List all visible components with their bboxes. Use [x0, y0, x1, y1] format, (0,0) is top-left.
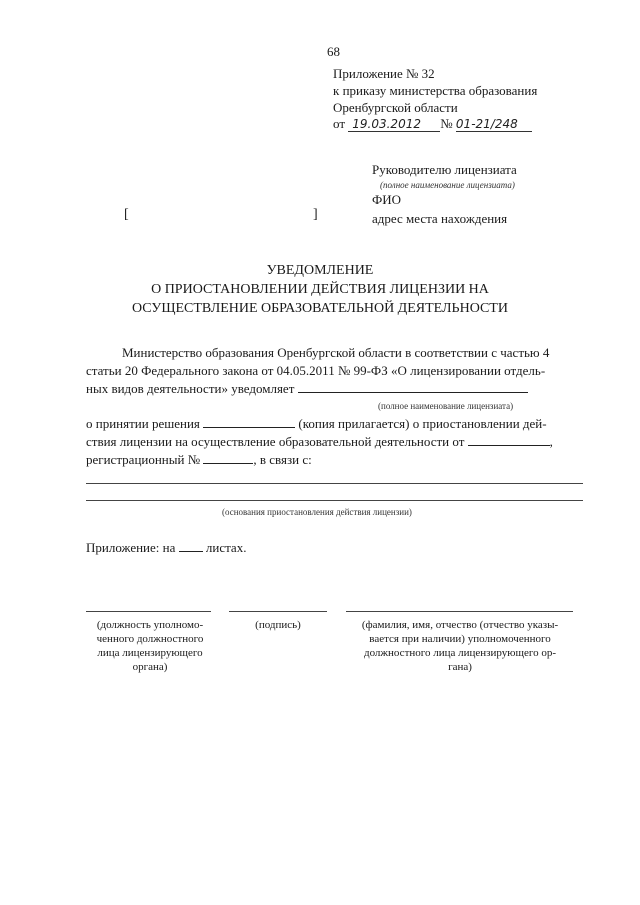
name-caption-line: гана): [448, 661, 472, 673]
attachment-line: [86, 540, 246, 556]
attachment-prefix: Приложение: на: [86, 540, 176, 555]
license-date-blank: [468, 435, 550, 446]
reason-line-1: [86, 483, 583, 484]
position-line: [86, 611, 211, 612]
decision-blank: [203, 417, 295, 428]
page-number: 68: [327, 44, 340, 59]
body-line-6a: регистрационный №: [86, 452, 201, 467]
body-line-3-text: ных видов деятельности» уведомляет: [86, 381, 295, 396]
body-line-2: статьи 20 Федерального закона от 04.05.2011 № 99-ФЗ «О лицензировании отдель-: [86, 363, 546, 378]
name-line: [346, 611, 573, 612]
attachment-pages-blank: [179, 541, 203, 552]
reason-line-2: [86, 500, 583, 501]
name-caption-line: (фамилия, имя, отчество (отчество указы-: [361, 619, 559, 631]
position-caption-line: лица лицензирующего: [97, 647, 203, 659]
reason-hint: (основания приостановления действия лицензии): [222, 507, 412, 517]
body-line-4a: о принятии решения: [86, 416, 200, 431]
recipient-head-hint: (полное наименование лицензиата): [380, 180, 515, 190]
signature-caption: (подпись): [255, 619, 301, 631]
appendix-date-handwritten: 19.03.2012: [348, 117, 440, 132]
title-line-2: О ПРИОСТАНОВЛЕНИИ ДЕЙСТВИЯ ЛИЦЕНЗИИ НА: [151, 282, 489, 297]
registration-number-blank: [203, 453, 253, 464]
appendix-number-handwritten: 01-21/248: [456, 117, 532, 132]
appendix-line-1: Приложение № 32: [333, 66, 435, 81]
appendix-number-prefix: №: [440, 116, 453, 131]
body-line-4b: (копия прилагается) о приостановлении дей-: [298, 416, 547, 431]
body-line-1: Министерство образования Оренбургской области в соответствии с частью 4: [122, 345, 550, 360]
body-line-4: [86, 416, 547, 432]
name-caption: [344, 618, 576, 674]
recipient-head: Руководителю лицензиата: [372, 162, 517, 177]
body-line-5: [86, 434, 553, 450]
position-caption-line: ченного должностного: [96, 633, 204, 645]
body-line-5-end: ,: [549, 434, 553, 449]
body-line-6b: , в связи с:: [253, 452, 312, 467]
appendix-line-2: к приказу министерства образования: [333, 83, 538, 98]
appendix-line-3: Оренбургской области: [333, 100, 458, 115]
recipient-fio: ФИО: [372, 192, 402, 207]
body-line-3: [86, 381, 528, 397]
position-caption-line: (должность уполномо-: [96, 619, 204, 631]
name-caption-line: должностного лица лицензирующего ор-: [363, 647, 556, 659]
recipient-address: адрес места нахождения: [372, 211, 508, 226]
title-line-3: ОСУЩЕСТВЛЕНИЕ ОБРАЗОВАТЕЛЬНОЙ ДЕЯТЕЛЬНОСТИ: [132, 301, 508, 316]
signature-line: [229, 611, 327, 612]
appendix-date-line: [333, 116, 532, 132]
body-line-5-text: ствия лицензии на осуществление образовательной деятельности от: [86, 434, 465, 449]
position-caption-line: органа): [132, 661, 168, 673]
stamp-bracket-left: [: [124, 207, 129, 222]
licensee-name-blank: [298, 382, 528, 393]
position-caption: [86, 618, 214, 674]
title-line-1: УВЕДОМЛЕНИЕ: [266, 263, 374, 278]
body-line-6: [86, 452, 312, 468]
stamp-bracket-right: ]: [313, 207, 318, 222]
licensee-name-hint: (полное наименование лицензиата): [378, 401, 514, 411]
name-caption-line: вается при наличии) уполномоченного: [369, 633, 551, 645]
attachment-suffix: листах.: [205, 540, 247, 555]
appendix-date-prefix: от: [333, 116, 346, 131]
